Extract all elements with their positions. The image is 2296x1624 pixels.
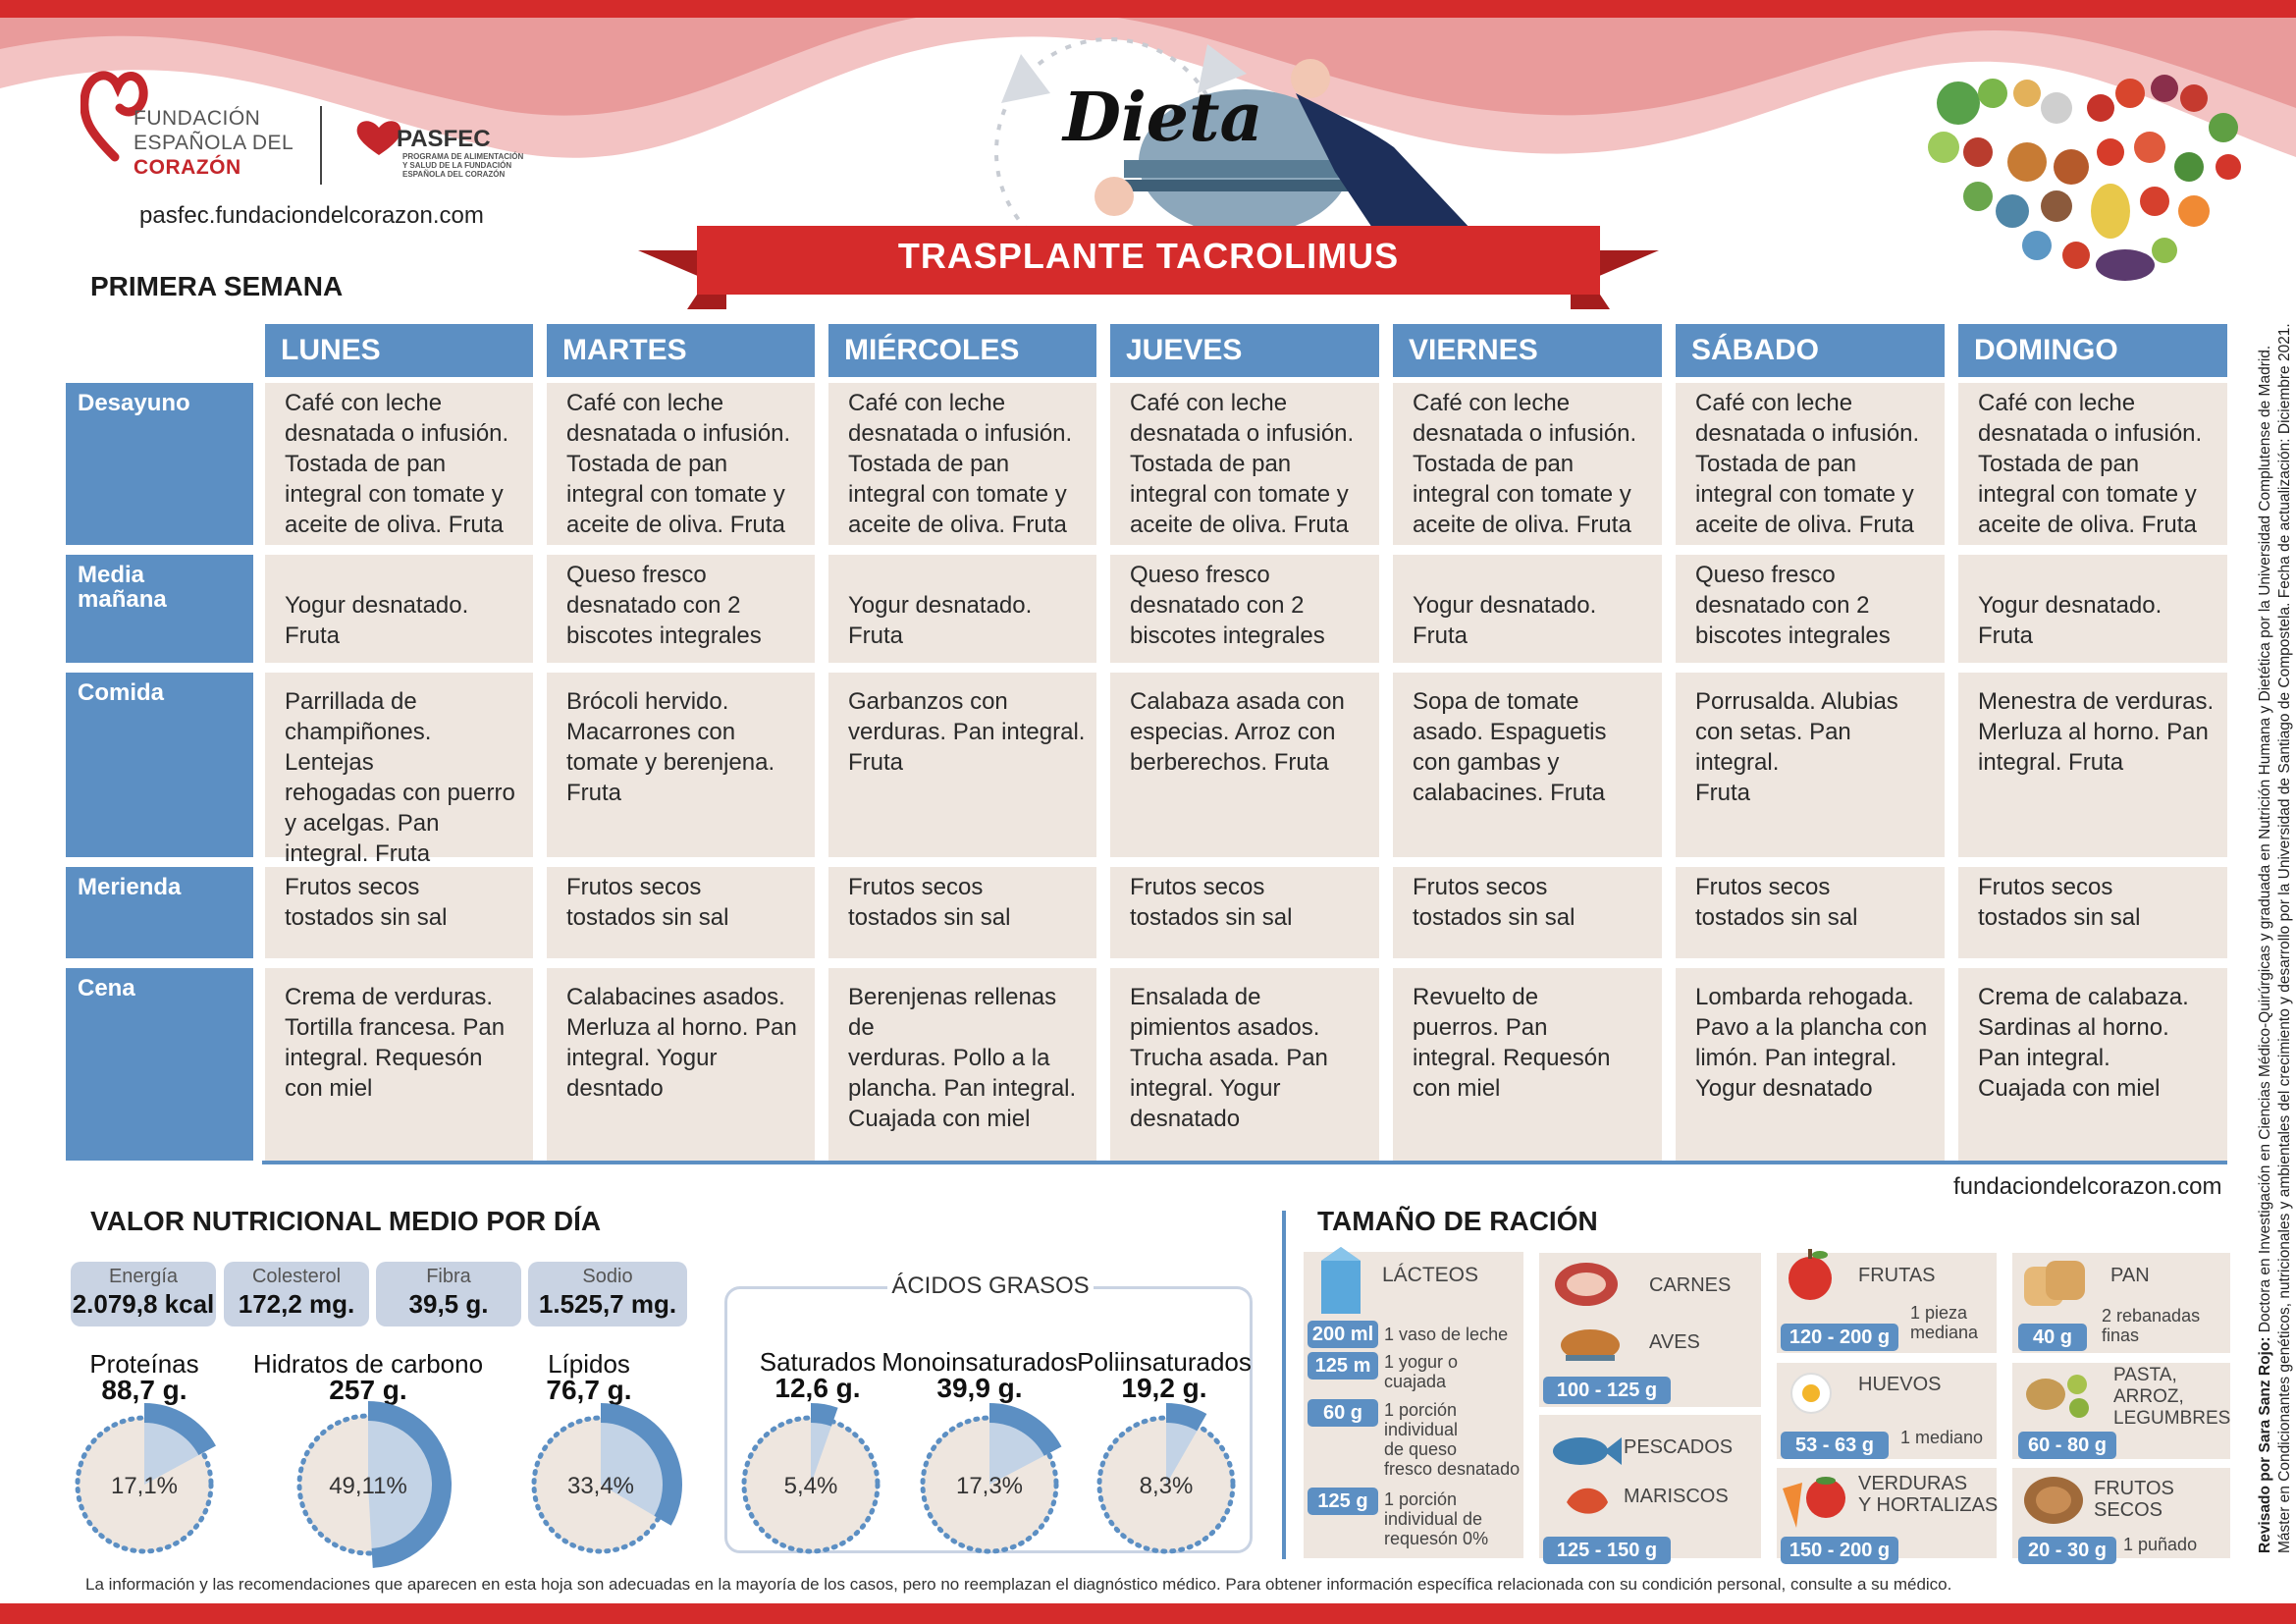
donut-percent: 49,11% (329, 1473, 407, 1499)
day-header: MARTES (547, 324, 815, 377)
donut-arc (811, 1413, 834, 1417)
stat-label: Sodio (582, 1266, 633, 1287)
aves-label: AVES (1649, 1331, 1700, 1353)
pasfec-subtitle: PROGRAMA DE ALIMENTACIÓN Y SALUD DE LA FUNDACIÓN ESPAÑOLA DEL CORAZÓN (402, 152, 524, 179)
huevos-label: HUEVOS (1858, 1374, 1942, 1395)
menu-cell: Queso fresco desnatado con 2 biscotes integrales (1676, 555, 1945, 663)
menu-cell: Revuelto de puerros. Pan integral. Requesón con miel (1393, 968, 1662, 1161)
stat-label: Colesterol (251, 1266, 342, 1287)
acid-value: 19,2 g. (1121, 1373, 1207, 1403)
menu-cell: Parrillada de champiñones. Lentejas rehogadas con puerro y acelgas. Pan integral. Fruta (265, 673, 533, 857)
portion-badge: 60 - 80 g (2018, 1432, 2116, 1459)
meat-poultry-icon (1551, 1259, 1629, 1367)
stat-value: 1.525,7 mg. (538, 1289, 677, 1319)
portion-desc: 1 vaso de leche (1384, 1325, 1509, 1344)
disclaimer: La información y las recomendaciones que aparecen en esta hoja son adecuadas en la mayoría de los casos, pero no reemplazan el diagnóstico médico. Para obtener información específica relacionada con su condición personal, consulte a su médico. (85, 1575, 1952, 1594)
mariscos-label: MARISCOS (1624, 1486, 1729, 1507)
portion-badge: 40 g (2018, 1324, 2087, 1351)
menu-cell: Lombarda rehogada. Pavo a la plancha con limón. Pan integral. Yogur desnatado (1676, 968, 1945, 1161)
meal-header: Media mañana (66, 555, 253, 663)
menu-cell: Café con leche desnatada o infusión. Tostada de pan integral con tomate y aceite de oliva. Fruta (1110, 383, 1379, 545)
portion-desc: 1 porción individual de queso fresco desnatado (1384, 1400, 1521, 1479)
portion-desc: 1 pieza mediana (1910, 1303, 1979, 1342)
macro-name: Lípidos (548, 1349, 630, 1379)
menu-cell: Yogur desnatado. Fruta (828, 555, 1096, 663)
day-header: LUNES (265, 324, 533, 377)
macro-value: 76,7 g. (546, 1375, 632, 1405)
acid-name: Saturados (759, 1347, 877, 1377)
menu-cell: Calabaza asada con especias. Arroz con berberechos. Fruta (1110, 673, 1379, 857)
donut-percent: 33,4% (566, 1473, 635, 1499)
menu-cell: Café con leche desnatada o infusión. Tostada de pan integral con tomate y aceite de oliva. Fruta (547, 383, 815, 545)
menu-cell: Café con leche desnatada o infusión. Tostada de pan integral con tomate y aceite de oliva. Fruta (1676, 383, 1945, 545)
menu-cell: Café con leche desnatada o infusión. Tostada de pan integral con tomate y aceite de oliva. Fruta (265, 383, 533, 545)
pasfec-url[interactable]: pasfec.fundaciondelcorazon.com (139, 202, 484, 229)
donut-percent: 17,1% (110, 1473, 179, 1499)
acid-value: 12,6 g. (774, 1373, 861, 1403)
frutas-label: FRUTAS (1858, 1265, 1936, 1286)
menu-cell: Calabacines asados. Merluza al horno. Pan integral. Yogur desntado (547, 968, 815, 1161)
stat-value: 172,2 mg. (238, 1289, 355, 1319)
menu-cell: Sopa de tomate asado. Espaguetis con gambas y calabacines. Fruta (1393, 673, 1662, 857)
portion-badge: 200 ml (1308, 1321, 1378, 1348)
menu-cell: Frutos secos tostados sin sal (828, 867, 1096, 958)
walnut-icon (2020, 1473, 2089, 1528)
portion-desc: 1 yogur o cuajada (1384, 1352, 1459, 1391)
meal-header: Comida (66, 673, 253, 857)
menu-cell: Brócoli hervido. Macarrones con tomate y berenjena. Fruta (547, 673, 815, 857)
pasta-label: PASTA, ARROZ, LEGUMBRES (2113, 1365, 2231, 1429)
fec-logo-text: FUNDACIÓN ESPAÑOLA DEL CORAZÓN (133, 107, 294, 179)
macro-name: Proteínas (89, 1349, 199, 1379)
menu-cell: Yogur desnatado. Fruta (265, 555, 533, 663)
pasta-legumes-icon (2020, 1365, 2099, 1428)
milk-carton-icon (1315, 1245, 1366, 1316)
portion-desc: 1 porción individual de requesón 0% (1384, 1489, 1489, 1548)
macro-value: 257 g. (329, 1375, 407, 1405)
portion-badge: 20 - 30 g (2018, 1537, 2116, 1564)
menu-cell: Frutos secos tostados sin sal (547, 867, 815, 958)
week-title: PRIMERA SEMANA (90, 271, 344, 301)
page-title: Dieta (1063, 79, 1263, 157)
portion-badge: 125 - 150 g (1543, 1537, 1671, 1564)
meal-header: Desayuno (66, 383, 253, 545)
portion-desc: 2 rebanadas finas (2102, 1306, 2201, 1345)
pan-label: PAN (2110, 1265, 2150, 1286)
pasfec-title: PASFEC (397, 126, 491, 152)
pescados-label: PESCADOS (1624, 1436, 1734, 1458)
menu-cell: Berenjenas rellenas de verduras. Pollo a la plancha. Pan integral. Cuajada con miel (828, 968, 1096, 1161)
frutos-label: FRUTOS SECOS (2094, 1478, 2174, 1521)
menu-cell: Café con leche desnatada o infusión. Tostada de pan integral con tomate y aceite de oliva. Fruta (828, 383, 1096, 545)
acid-name: Poliinsaturados (1077, 1347, 1252, 1377)
nutrition-title: VALOR NUTRICIONAL MEDIO POR DÍA (90, 1206, 602, 1236)
menu-cell: Frutos secos tostados sin sal (1958, 867, 2227, 958)
acid-name: Monoinsaturados (881, 1347, 1078, 1377)
egg-icon (1787, 1369, 1836, 1418)
donut-percent: 5,4% (783, 1473, 838, 1499)
day-header: VIERNES (1393, 324, 1662, 377)
fatty-acids-title: ÁCIDOS GRASOS (887, 1272, 1094, 1300)
menu-cell: Frutos secos tostados sin sal (1676, 867, 1945, 958)
review-credit: Revisado por Sara Sanz Rojo: Doctora en Investigación en Ciencias Médico-Quirúrgicas y graduada en Nutrición Humana y Dietética por la Universidad Complutense de Madrid. Máster en Condicionantes genéticos, nutricionales y ambientales del crecimiento y desarrollo por la Universidad de Santiago de Compostela. Fecha de actualización: Diciembre 2021. (2257, 323, 2293, 1553)
menu-cell: Queso fresco desnatado con 2 biscotes integrales (547, 555, 815, 663)
macro-value: 88,7 g. (101, 1375, 187, 1405)
donut-arc (1166, 1413, 1201, 1423)
menu-cell: Crema de verduras. Tortilla francesa. Pan integral. Requesón con miel (265, 968, 533, 1161)
fish-seafood-icon (1547, 1424, 1626, 1532)
stat-value: 39,5 g. (408, 1289, 489, 1319)
day-header: JUEVES (1110, 324, 1379, 377)
apple-icon (1785, 1245, 1836, 1304)
menu-cell: Ensalada de pimientos asados. Trucha asada. Pan integral. Yogur desnatado (1110, 968, 1379, 1161)
menu-cell: Café con leche desnatada o infusión. Tostada de pan integral con tomate y aceite de oliva. Fruta (1393, 383, 1662, 545)
donut-percent: 8,3% (1139, 1473, 1194, 1499)
menu-cell: Frutos secos tostados sin sal (1393, 867, 1662, 958)
stat-value: 2.079,8 kcal (72, 1289, 215, 1319)
portion-badge: 125 g (1308, 1488, 1378, 1515)
site-url[interactable]: fundaciondelcorazon.com (1953, 1173, 2222, 1200)
portion-badge: 100 - 125 g (1543, 1377, 1671, 1404)
meal-header: Merienda (66, 867, 253, 958)
section-divider (1282, 1211, 1286, 1559)
day-header: DOMINGO (1958, 324, 2227, 377)
day-header: MIÉRCOLES (828, 324, 1096, 377)
menu-cell: Crema de calabaza. Sardinas al horno. Pan integral. Cuajada con miel (1958, 968, 2227, 1161)
portion-badge: 125 m (1308, 1352, 1378, 1380)
vegetables-icon (1773, 1469, 1851, 1530)
menu-cell: Menestra de verduras. Merluza al horno. Pan integral. Fruta (1958, 673, 2227, 857)
bottom-bar (0, 1603, 2296, 1624)
menu-cell: Garbanzos con verduras. Pan integral. Fruta (828, 673, 1096, 857)
donut-percent: 17,3% (955, 1473, 1024, 1499)
menu-cell: Yogur desnatado. Fruta (1393, 555, 1662, 663)
verduras-label: VERDURAS Y HORTALIZAS (1858, 1473, 1999, 1516)
day-header: SÁBADO (1676, 324, 1945, 377)
portion-badge: 150 - 200 g (1781, 1537, 1898, 1564)
portion-badge: 120 - 200 g (1781, 1324, 1898, 1351)
lacteos-label: LÁCTEOS (1382, 1264, 1479, 1286)
menu-cell: Frutos secos tostados sin sal (265, 867, 533, 958)
stat-label: Energía (108, 1266, 179, 1287)
stat-label: Fibra (426, 1266, 471, 1287)
acid-value: 39,9 g. (936, 1373, 1023, 1403)
diet-subtitle: TRASPLANTE TACROLIMUS (897, 236, 1400, 276)
portion-badge: 60 g (1308, 1399, 1378, 1427)
menu-cell: Porrusalda. Alubias con setas. Pan integral. Fruta (1676, 673, 1945, 857)
menu-cell: Frutos secos tostados sin sal (1110, 867, 1379, 958)
portions-title: TAMAÑO DE RACIÓN (1317, 1206, 1598, 1236)
portion-desc: 1 mediano (1900, 1428, 1984, 1447)
macro-name: Hidratos de carbono (252, 1349, 484, 1379)
meal-header: Cena (66, 968, 253, 1161)
menu-cell: Queso fresco desnatado con 2 biscotes integrales (1110, 555, 1379, 663)
bread-icon (2018, 1253, 2097, 1312)
menu-cell: Café con leche desnatada o infusión. Tostada de pan integral con tomate y aceite de oliva. Fruta (1958, 383, 2227, 545)
carnes-label: CARNES (1649, 1274, 1732, 1296)
menu-cell: Yogur desnatado. Fruta (1958, 555, 2227, 663)
portion-desc: 1 puñado (2123, 1535, 2198, 1554)
portion-badge: 53 - 63 g (1781, 1432, 1889, 1459)
